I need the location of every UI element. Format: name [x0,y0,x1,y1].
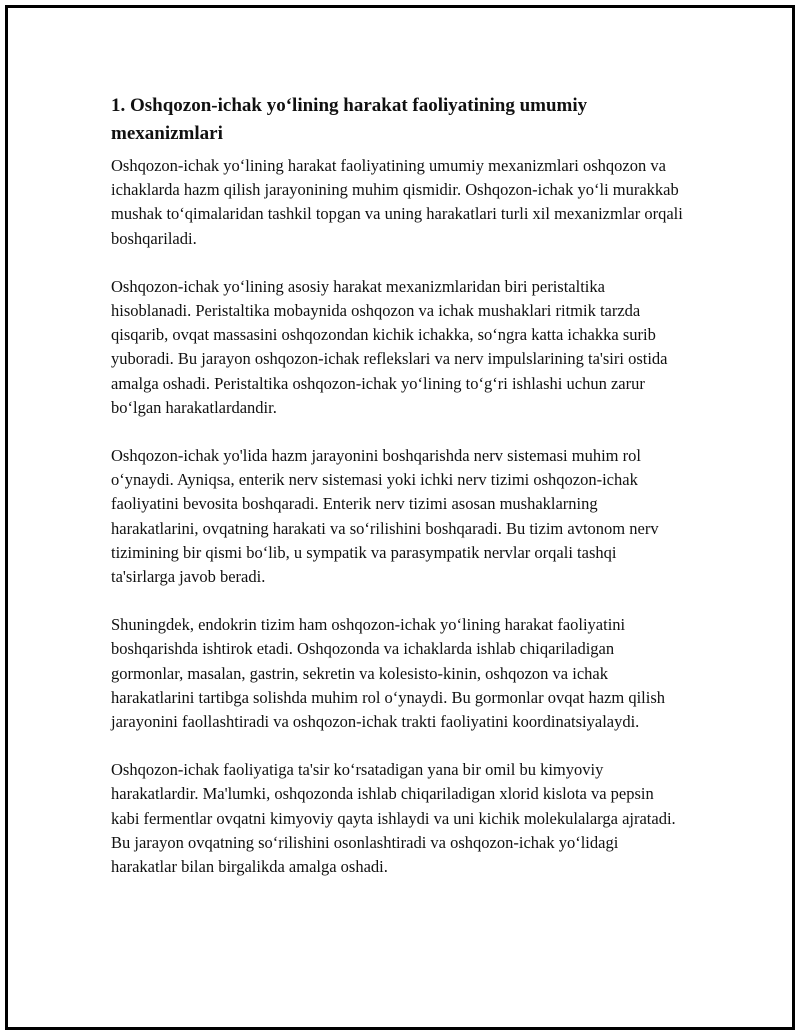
document-body [111,92,683,903]
section-heading: 1. Oshqozon-ichak yo‘lining harakat faoliyatining umumiy mexanizmlari [111,95,588,144]
paragraph-4: Shuningdek, endokrin tizim ham oshqozon-ichak yo‘lining harakat faoliyatini boshqarishda ishtirok etadi. Oshqozonda va ichaklarda ishlab chiqariladigan gormonlar, masalan, gastrin, sekretin va kolesisto-kinin, oshqozon va ichak harakatlarini tartibga solishda muhim rol o‘ynaydi. Bu gormonlar ovqat hazm qilish jarayonini faollashtiradi va oshqozon-ichak trakti faoliyatini koordinatsiyalaydi. [111,615,666,732]
paragraph-1: Oshqozon-ichak yo‘lining harakat faoliyatining umumiy mexanizmlari oshqozon va ichaklarda hazm qilish jarayonining muhim qismidir. Oshqozon-ichak yo‘li murakkab mushak to‘qimalaridan tashkil topgan va uning harakatlari turli xil mexanizmlar orqali boshqariladi. [111,156,683,248]
paragraph-3: Oshqozon-ichak yo'lida hazm jarayonini boshqarishda nerv sistemasi muhim rol o‘ynaydi. Ayniqsa, enterik nerv sistemasi yoki ichki nerv tizimi oshqozon-ichak faoliyatini bevosita boshqaradi. Enterik nerv tizimi asosan mushaklarning harakatlarini, ovqatning harakati va so‘rilishini boshqaradi. Bu tizim avtonom nerv tizimining bir qismi bo‘lib, u sympatik va parasympatik nervlar orqali tashqi ta'sirlarga javob beradi. [111,446,659,587]
paragraph-2: Oshqozon-ichak yo‘lining asosiy harakat mexanizmlaridan biri peristaltika hisoblanadi. Peristaltika mobaynida oshqozon va ichak mushaklari ritmik tarzda qisqarib, ovqat massasini oshqozondan kichik ichakka, so‘ngra katta ichakka surib yuboradi. Bu jarayon oshqozon-ichak reflekslari va nerv impulslarining ta'siri ostida amalga oshadi. Peristaltika oshqozon-ichak yo‘lining to‘g‘ri ishlashi uchun zarur bo‘lgan harakatlardandir. [111,276,668,417]
paragraph-5: Oshqozon-ichak faoliyatiga ta'sir ko‘rsatadigan yana bir omil bu kimyoviy harakatlardir. Ma'lumki, oshqozonda ishlab chiqariladigan xlorid kislota va pepsin kabi fermentlar ovqatni kimyoviy qayta ishlaydi va uni kichik molekulalarga ajratadi. Bu jarayon ovqatning so‘rilishini osonlashtiradi va oshqozon-ichak yo‘lidagi harakatlar bilan birgalikda amalga oshadi. [111,760,676,877]
